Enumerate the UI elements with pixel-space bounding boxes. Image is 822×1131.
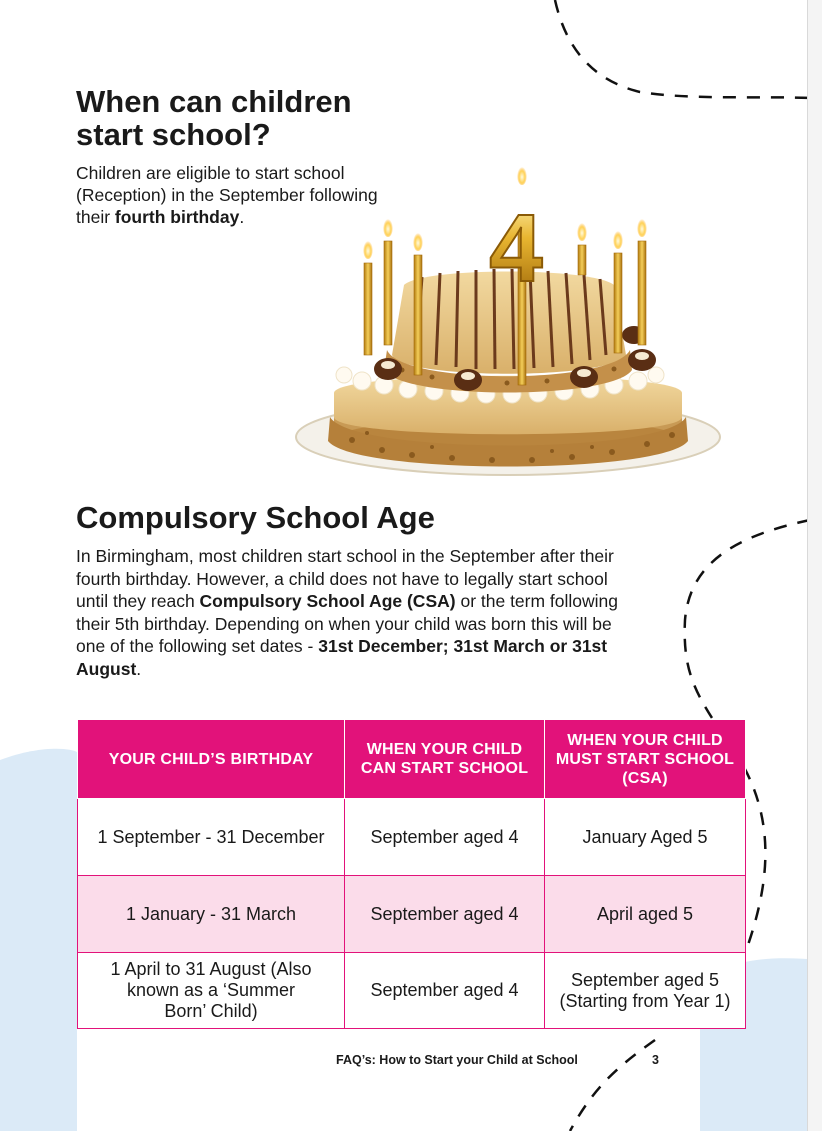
table-cell: January Aged 5 (545, 799, 746, 876)
section-heading-start-school: When can children start school? (76, 84, 352, 152)
intro-text: Children are eligible to start school (Reception) in the September following their (76, 163, 378, 227)
intro-bold: fourth birthday (114, 207, 240, 227)
school-age-table (77, 719, 746, 1029)
body-bold-1: Compulsory School Age (CSA) (199, 591, 456, 611)
table-row (78, 799, 746, 876)
table-row (78, 876, 746, 953)
page-edge (807, 0, 822, 1131)
table-cell: 1 January - 31 March (78, 876, 345, 953)
cake-topper-number: 4 (489, 195, 543, 302)
table-header-row (78, 720, 746, 799)
compulsory-age-paragraph (76, 545, 626, 680)
column-header-can-start: WHEN YOUR CHILD CAN START SCHOOL (345, 720, 545, 799)
table-row (78, 953, 746, 1029)
birthday-cake-image (292, 155, 724, 480)
table-cell: 1 September - 31 December (78, 799, 345, 876)
table-cell: 1 April to 31 August (Also known as a ‘Summer Born’ Child) (78, 953, 345, 1029)
body-part-3: . (136, 658, 142, 679)
body-bold-2: 31st December; 31st March or 31st August (76, 636, 608, 679)
table-cell: September aged 5 (Starting from Year 1) (545, 953, 746, 1029)
intro-end: . (239, 207, 245, 227)
table-cell: April aged 5 (545, 876, 746, 953)
footer-title: FAQ’s: How to Start your Child at School (336, 1053, 578, 1067)
section-heading-compulsory-age: Compulsory School Age (76, 500, 435, 535)
table-cell: September aged 4 (345, 953, 545, 1029)
body-part-2: or the term following their 5th birthday. Depending on when your child was born this will be one of the following set dates - (76, 591, 619, 656)
table-cell: September aged 4 (345, 799, 545, 876)
column-header-birthday: YOUR CHILD’S BIRTHDAY (78, 720, 345, 799)
dashed-curve-top (555, 0, 810, 98)
page-number: 3 (652, 1053, 659, 1067)
table-cell: September aged 4 (345, 876, 545, 953)
column-header-must-start: WHEN YOUR CHILD MUST START SCHOOL (CSA) (545, 720, 746, 799)
body-part-1: In Birmingham, most children start school in the September after their fourth birthday. However, a child does not have to legally start school until they reach (76, 546, 614, 611)
